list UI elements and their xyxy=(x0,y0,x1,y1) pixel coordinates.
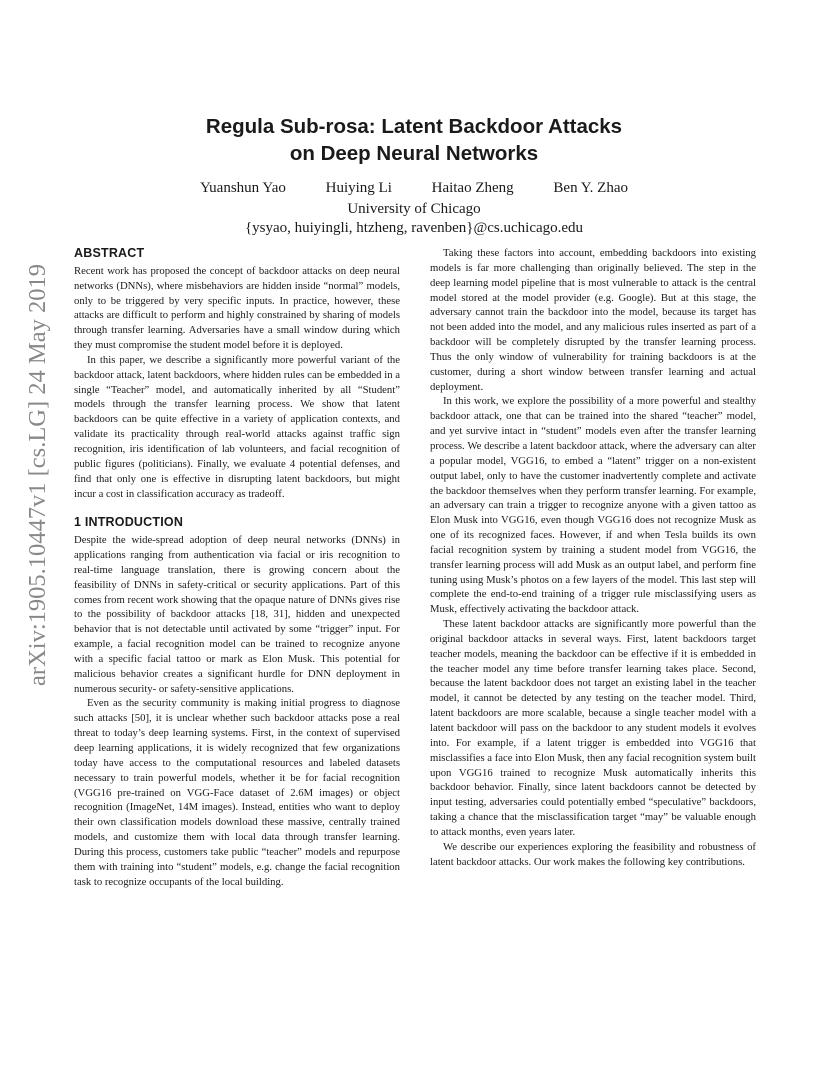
author-4: Ben Y. Zhao xyxy=(553,180,628,196)
paper-title xyxy=(0,113,828,167)
abstract-paragraph-1: Recent work has proposed the concept of backdoor attacks on deep neural networks (DNNs), where misbehaviors are hidden inside “normal” models, only to be triggered by very specific inputs. In practice, however, these attacks are difficult to perform and highly constrained by sharing of models through transfer learning. Adversaries have a small window during which they must compromise the student model before it is deployed. xyxy=(74,264,400,352)
intro-paragraph-1: Despite the wide-spread adoption of deep neural networks (DNNs) in applications ranging from authentication via facial or iris recognition to real-time language translation, there is growing concern about the feasibility of DNNs in safety-critical or security applications. Part of this comes from recent work showing that the opaque nature of DNNs gives rise to the possibility of backdoor attacks [18, 31], hidden and unexpected behavior that is not detectable until activated by some “trigger” input. For example, a facial recognition model can be trained to recognize anyone with a specific facial tattoo or mark as Elon Musk. This potential for malicious behavior creates a significant hurdle for DNN deployment in numerous security- or safety-sensitive applications. xyxy=(74,534,400,695)
introduction-heading: 1 INTRODUCTION xyxy=(74,515,184,530)
intro-paragraph-5: These latent backdoor attacks are significantly more powerful than the original backdoor attacks in several ways. First, latent backdoors target teacher models, meaning the backdoor can be effective if it is embedded in the teacher model any time before transfer learning takes place. Second, because the latent backdoor does not target an existing label in the teacher model, it cannot be detected by any testing on the teacher model. Third, latent backdoors are more scalable, because a single teacher model with a latent backdoor will pass on the backdoor to any student models it evolves into. For example, if a latent trigger is embedded into VGG16 that misclassifies a face into Elon Musk, then any facial recognition system built upon VGG16 trained to recognize Musk automatically inherits this backdoor behavior. Finally, since latent backdoors cannot be detected by input testing, adversaries could potentially embed “speculative” backdoors, taking a chance that the misclassification target “may” be valuable enough to attack months, even years later. xyxy=(430,618,756,838)
title-line-1: Regula Sub-rosa: Latent Backdoor Attacks xyxy=(205,115,623,138)
author-3: Haitao Zheng xyxy=(431,180,514,196)
abstract-heading: ABSTRACT xyxy=(74,246,145,260)
left-column xyxy=(74,246,400,889)
affiliation-block xyxy=(0,200,828,238)
title-line-2: on Deep Neural Networks xyxy=(289,142,539,165)
author-1: Yuanshun Yao xyxy=(200,180,286,196)
intro-paragraph-2: Even as the security community is making initial progress to diagnose such attacks [50], it is unclear whether such backdoor attacks pose a real threat to today’s deep learning systems. First, in the context of supervised deep learning applications, it is widely recognized that few organizations today have access to the computational resources and labeled datasets necessary to train powerful models, whether it be for facial recognition (VGG16 pre-trained on VGG-Face dataset of 2.6M images) or object recognition (ImageNet, 14M images). Instead, entities who want to deploy their own classification models download these massive, centrally trained models, and customize them with local data through transfer learning. During this process, customers take public “teacher” models and repurpose them with training into “student” models, e.g. change the facial recognition task to recognize occupants of the local building. xyxy=(74,697,400,888)
affiliation: University of Chicago xyxy=(347,201,481,217)
arxiv-sidebar-id: arXiv:1905.10447v1 [cs.LG] 24 May 2019 xyxy=(24,264,51,686)
intro-paragraph-4: In this work, we explore the possibility of a more powerful and stealthy backdoor attack, one that can be trained into the shared “teacher” model, and yet survive intact in “student” models even after the transfer learning process. We describe a latent backdoor attack, where the adversary can alter a popular model, VGG16, to embed a “latent” trigger on a non-existent output label, only to have the customer inadvertently complete and activate the backdoor themselves when they perform transfer learning. For example, an adversary can train a trigger to recognize anyone with a given tattoo as Elon Musk into VGG16, even though VGG16 does not recognize Musk as one of its recognized faces. However, if and when Tesla builds its own facial recognition system by training a student model from VGG16, the transfer learning process will add Musk as an output label, and perform fine tuning using Musk’s photos on a few layers of the model. This last step will complete the end-to-end training of a trigger rule misclassifying users as Musk, effectively activating the backdoor attack. xyxy=(430,395,756,616)
right-column xyxy=(430,246,756,869)
emails: {ysyao, huiyingli, htzheng, ravenben}@cs.uchicago.edu xyxy=(244,220,584,236)
author-list xyxy=(0,180,828,197)
abstract-paragraph-2: In this paper, we describe a significantly more powerful variant of the backdoor attack, latent backdoors, where hidden rules can be embedded in a single “Teacher” model, and automatically inherited by all “Student” models through the transfer learning process. We show that latent backdoors can be quite effective in a variety of application contexts, and validate its practicality through real-world attacks against traffic sign recognition, iris identification of lab volunteers, and facial recognition of public figures (politicians). Finally, we evaluate 4 potential defenses, and find that only one is effective in disrupting latent backdoors, but might incur a cost in classification accuracy as tradeoff. xyxy=(74,353,400,500)
author-2: Huiying Li xyxy=(325,180,392,196)
intro-paragraph-3: Taking these factors into account, embedding backdoors into existing models is far more challenging than originally believed. The step in the deep learning model pipeline that is most vulnerable to attack is the central model stored at the model provider (e.g. Google). But at this stage, the adversary cannot train the backdoor into the model, because its target has not been added into the model, and any malicious rules inserted as part of a backdoor will be completely disrupted by the transfer learning process. Thus the only window of vulnerability for training backdoors is at the customer, during a short window between transfer learning and actual deployment. xyxy=(430,247,756,393)
intro-paragraph-6: We describe our experiences exploring the feasibility and robustness of latent backdoor attacks. Our work makes the following key contributions. xyxy=(430,840,756,868)
